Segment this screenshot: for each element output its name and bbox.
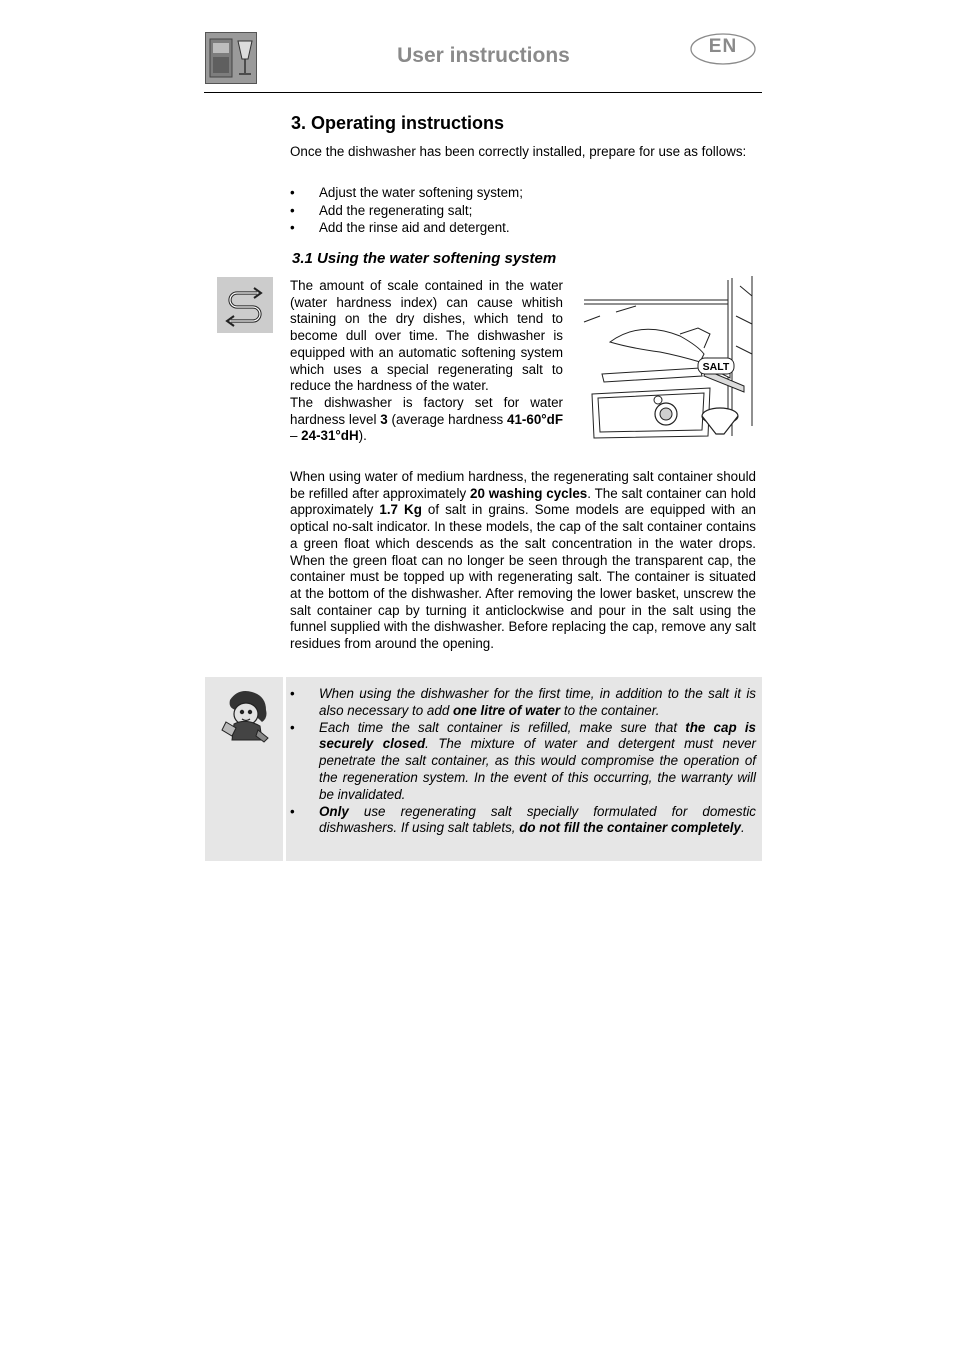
note-text: to the container. <box>560 702 660 718</box>
hardness-df: 41-60°dF <box>507 411 563 427</box>
notes-list <box>290 686 756 837</box>
factory-setting-text: ). <box>358 428 367 444</box>
salt-refill-text: of salt in grains. Some models are equipped with an optical no-salt indicator. In these models, the cap of the salt container contains a green float which descends as the salt concentration in the water drops. When the green float can no longer be seen through the transparent cap, the container must be topped up with regenerating salt. The container is situated at the bottom of the dishwasher. After removing the lower basket, unscrew the salt container cap by turning it anticlockwise and pour in the salt using the funnel supplied with the dishwasher. Before replacing the cap, remove any salt residues from around the opening. <box>290 502 756 652</box>
note-text: When using the dishwasher for the first time, in addition to the salt it is also necessary to add <box>319 686 756 718</box>
factory-setting-text: The dishwasher is factory set for water hardness level <box>290 394 563 427</box>
salt-refill-text: . The salt container can hold approximately <box>290 485 757 518</box>
list-item <box>290 720 756 804</box>
salt-label: SALT <box>702 361 730 373</box>
note-emphasis: Only <box>319 803 349 819</box>
salt-refill-text: When using water of medium hardness, the regenerating salt container should be refilled after approximately <box>290 469 756 501</box>
intro-paragraph: Once the dishwasher has been correctly installed, prepare for use as follows: <box>290 144 747 159</box>
list-item <box>290 804 756 838</box>
list-item: • Adjust the water softening system; <box>290 184 756 202</box>
salt-capacity: 1.7 Kg <box>379 502 422 518</box>
list-item <box>290 686 756 720</box>
note-emphasis: the cap is securely closed <box>319 719 756 752</box>
note-emphasis: one litre of water <box>453 702 561 718</box>
note-text: use regenerating salt specially formulated for domestic dishwashers. If using salt tablets, <box>319 803 756 836</box>
softening-paragraph <box>290 278 563 445</box>
hardness-level: 3 <box>380 411 388 427</box>
salt-refill-paragraph <box>290 469 756 653</box>
water-softener-icon <box>217 277 273 333</box>
note-text: . The mixture of water and detergent must never penetrate the salt container, as this would compromise the operation of the regeneration system. In the event of this occurring, the warranty will be invalidated. <box>319 736 756 802</box>
salt-filling-illustration <box>580 276 758 444</box>
factory-setting-text: (average hardness <box>387 411 508 427</box>
note-text: Each time the salt container is refilled, make sure that <box>319 719 686 735</box>
note-emphasis: do not fill the container completely <box>519 820 741 836</box>
section-heading: 3. Operating instructions <box>291 113 505 133</box>
preparation-steps-list <box>290 184 756 237</box>
softening-text: The amount of scale contained in the water (water hardness index) can cause whitish staining on the dry dishes, which tend to become dull over time. The dishwasher is equipped with an automatic softening system which uses a special regenerating salt to reduce the hardness of the water. <box>290 278 563 394</box>
language-code: EN <box>708 36 738 57</box>
mascot-warning-icon <box>216 686 272 744</box>
hardness-dh: 24-31°dH <box>301 428 359 444</box>
wash-cycles: 20 washing cycles <box>470 485 588 501</box>
page-header-title: User instructions <box>397 44 570 67</box>
note-text: . <box>740 820 745 836</box>
separator-text: – <box>290 428 302 444</box>
list-item: • Add the regenerating salt; <box>290 202 756 220</box>
header-divider <box>204 92 762 93</box>
subsection-heading: 3.1 Using the water softening system <box>292 250 557 267</box>
list-item: • Add the rinse aid and detergent. <box>290 219 756 237</box>
